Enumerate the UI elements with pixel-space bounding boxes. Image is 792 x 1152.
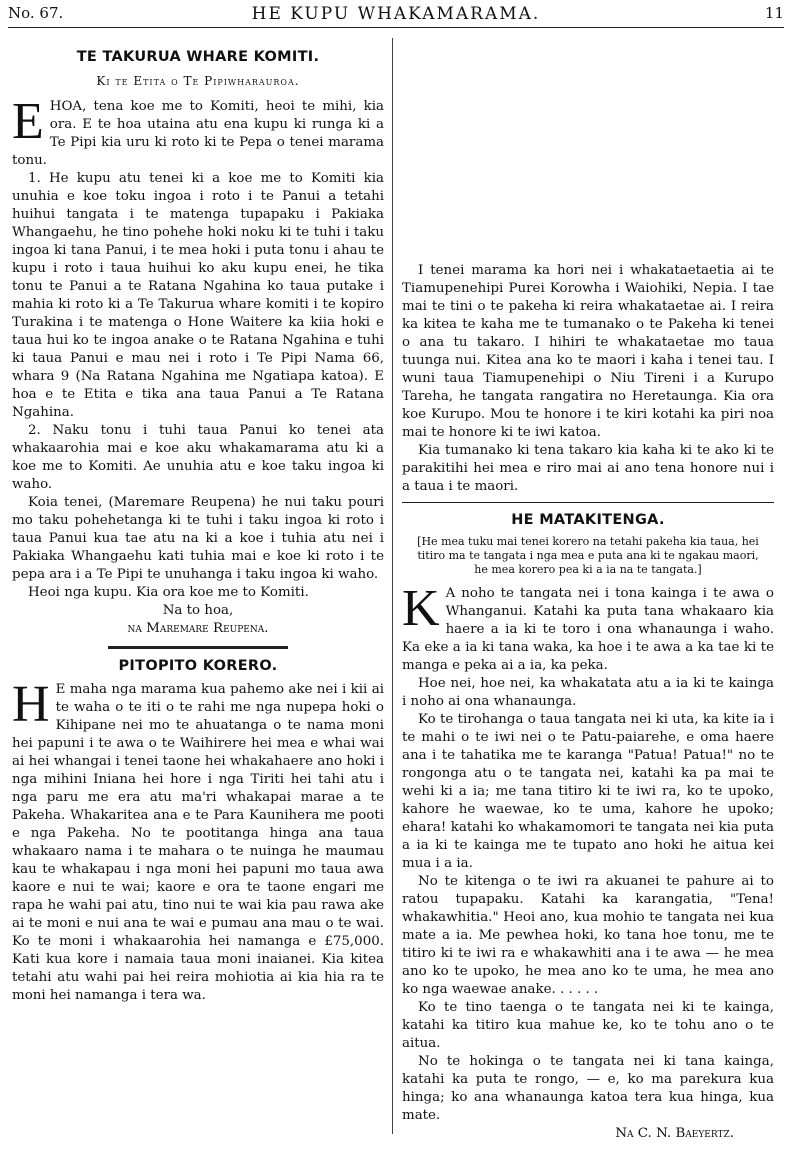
issue-number: No. 67. (8, 4, 64, 22)
article3-editor-note: [He mea tuku mai tenei korero na tetahi pakeha kia taua, hei titiro ma te tangata i nga mea e puta ana ki te ngakau maori, he mea korero pea ki a ia na te tangata.] (417, 535, 759, 576)
article3-paragraph: No te hokinga o te tangata nei ki tana kainga, katahi ka puta te rongo, — e, ko ma parekura kua hinga; ko ana whanaunga katoa tera kua hinga, kua mate. (402, 1054, 774, 1123)
drop-cap: K (402, 580, 440, 637)
article-salutation: Ki te Etita o Te Pipiwharauroa. (96, 74, 300, 88)
page-number: 11 (764, 4, 784, 22)
article1-paragraph: 2. Naku tonu i tuhi taua Panui ko tenei ata whakaarohia mai e koe aku whakamarama atu ki a koe me to Komiti. Ae unuhia atu e koe taku ingoa ki waho. (12, 423, 384, 492)
article3-signature: Na C. N. Baeyertz. (615, 1126, 734, 1141)
section-rule (402, 502, 774, 503)
article1-paragraph: EHOA, tena koe me to Komiti, heoi te mihi, kia ora. E te hoa utaina atu ena kupu ki runga ki a Te Pipi kia uru ki roto ki te Pepa o tenei marama tonu. (12, 93, 384, 168)
article2-paragraph: H E maha nga marama kua pahemo ake nei i kii ai te waha o te iti o te rahi me nga nupepa hoki o Kihipane nei mo te ahuatanga o te nama moni hei papuni i te awa o te Waihirere hei mea e whai wai ai hei whangai i tenei taone hei whakahaere ano hoki i nga mihini Iniana hei hore i nga Tiriti hei tahi atu i nga paru me era atu ma'ri whakapai marae a te Pakeha. Whakaritea ana e te Para Kaunihera me pooti e nga Pakeha. No te pootitanga hinga ana taua whakaaro nama i te mahara o te nuinga he maumau kau te whakapau i nga moni hei papuni mo taua awa kaore e nui te wai; kaore e ora te taone engari me rapa he wahi pai atu, tino nui te wai kia pau rawa ake ai te moni e nui ana te wai e pumau ana mau o te wai. Ko te moni i whakaarohia hei namanga e £75,000. Kati kua kore i namaia taua moni inaianei. Kia kitea tetahi atu wahi pai hei reira mohiotia ai kia hia ra te moni hei namanga i tera wa. (12, 676, 384, 1003)
article3-paragraph: No te kitenga o te iwi ra akuanei te pahure ai to ratou tupapaku. Katahi ka karangatia, "Tena! whakawhitia." Heoi ano, kua mohio te tangata nei kua mate a ia. Me pewhea hoki, ko tana hoe tonu, me te titiro ki te iwi ra e whakawhiti ana i te awa — he mea ano ko te upoko, he mea ano ko te uma, he mea ano ko nga waewae anake. . . . . . (402, 874, 774, 997)
right-column (402, 262, 774, 1143)
section-separator (108, 646, 288, 649)
article1-closing: Na to hoa, (162, 603, 234, 618)
column-divider (392, 38, 393, 1134)
article-title-matakitenga: HE MATAKITENGA. (511, 512, 665, 528)
article3-paragraph: Ko te tirohanga o taua tangata nei ki uta, ka kite ia i te mahi o te iwi nei o te Patu-paiarehe, e oma haere ana i te tahatika me te karanga "Patua! Patua!" no te rongonga atu o te tangata nei, katahi ka pa mai te wehi ki a ia; me tana titiro ki te iwi ra, ko te upoko, kahore he waewae, ko te uma, kahore he upoko; ehara! katahi ko whakamomori te tangata nei kia puta a ia ki te kainga me te tupato ano hoki he aitua kei mua i a ia. (402, 712, 774, 871)
drop-cap: E (12, 93, 44, 150)
left-column (12, 40, 384, 1005)
article1-paragraph: 1. He kupu atu tenei ki a koe me to Komiti kia unuhia e koe toku ingoa i roto i te Panui a tetahi huihui tangata i te matenga tupapaku i Pakiaka Whangaehu, he tino pohehe hoki noku ki te tuhi i taku ingoa ki tana Panui, i te mea hoki i puta tonu i ahau te kupu i roto i taua huihui ko aku kupu enei, he tika tonu te Panui a te Ratana Ngahina ko taua putake i mahia ki roto ki a Te Takurua whare komiti i te kopiro Turakina i te matenga o Hone Waitere ka kiia hoki e taua hui ko te ingoa anake o te Ratana Ngahina e tuhi ki taua Panui e mau nei i roto i Te Pipi Nama 66, whara 9 (Na Ratana Ngahina me Ngatiapa katoa). E hoa e te Etita e tika ana taua Panui a Te Ratana Ngahina. (12, 171, 384, 420)
article1-signature: na Maremare Reupena. (127, 621, 269, 636)
article-title-pitopito: PITOPITO KORERO. (118, 658, 278, 674)
article3-paragraph: Hoe nei, hoe nei, ka whakatata atu a ia ki te kainga i noho ai ona whanaunga. (402, 676, 774, 709)
article3-paragraph: Ko te tino taenga o te tangata nei ki te kainga, katahi ka titiro kua mahue ke, ko te tohu ano o te aitua. (402, 1000, 774, 1051)
publication-title: HE KUPU WHAKAMARAMA. (251, 4, 541, 24)
article2-paragraph: I tenei marama ka hori nei i whakataetaetia ai te Tiamupenehipi Purei Korowha i Waiohiki, Nepia. I tae mai te tini o te pakeha ki reira whakataetae ai. I reira ka kitea te kaha me te tumanako o te Pakeha ki tenei o ana tu takaro. I hihiri te whakataetae mo taua tuunga nui. Kitea ana ko te maori i kaha i tenei tau. I wuni taua Tiamupenehipi o Niu Tireni i a Kurupo Tareha, he tangata rangatira no Heretaunga. Kia ora koe Kurupo. Mou te honore i te kiri kotahi ka piri noa mai te honore ki te iwi katoa. (402, 263, 774, 440)
drop-cap: H (12, 676, 50, 733)
header-rule (8, 27, 784, 28)
article-title-takurua: TE TAKURUA WHARE KOMITI. (76, 49, 320, 65)
article1-paragraph: Koia tenei, (Maremare Reupena) he nui taku pouri mo taku pohehetanga ki te tuhi i taku ingoa ki roto i taua Panui kua tae atu na ki a koe i tuhia atu nei i Pakiaka Whangaehu kati tuhia mai e koe ki roto i te pepa ara i a Te Pipi te unuhanga i taku ingoa ki waho. (12, 495, 384, 582)
page-header (8, 2, 784, 28)
article2-paragraph: Kia tumanako ki tena takaro kia kaha ki te ako ki te parakitihi hei mea e riro mai ai ano tena honore nui i a taua i te maori. (402, 443, 774, 494)
article3-paragraph: K A noho te tangata nei i tona kainga i te awa o Whanganui. Katahi ka puta tana whakaaro kia haere a ia ki te toro i ona whanaunga i waho. Ka eke a ia ki tana waka, ka hoe i te awa a ka tae ki te manga e peka ai a ia, ka peka. (402, 580, 774, 673)
article1-paragraph: Heoi nga kupu. Kia ora koe me to Komiti. (28, 585, 309, 600)
